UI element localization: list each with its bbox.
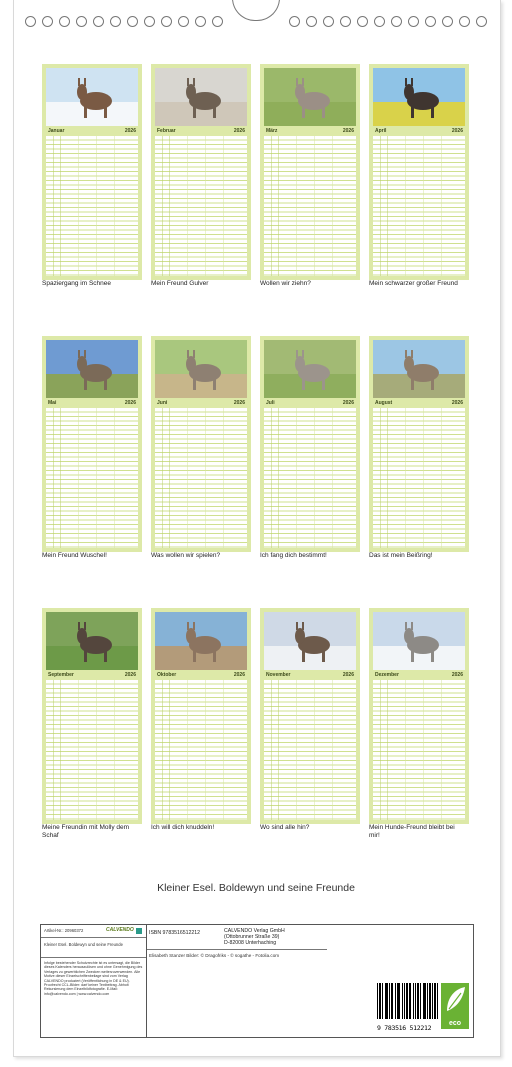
month-panel	[151, 336, 251, 552]
month-year: 2026	[451, 128, 463, 134]
month-name: Juni	[157, 400, 168, 406]
logo-mark-icon	[136, 928, 142, 934]
month-header	[46, 672, 138, 679]
month-year: 2026	[233, 400, 245, 406]
month-header	[373, 128, 465, 135]
donkey-photo-image	[46, 612, 138, 670]
month-caption: Mein Freund Gulver	[151, 280, 209, 287]
binding-hole	[323, 16, 334, 27]
month-year: 2026	[342, 128, 354, 134]
planner-grid	[373, 680, 465, 820]
address-line: CALVENDO Verlag GmbH	[224, 928, 285, 934]
month-panel	[369, 608, 469, 824]
binding-hole	[374, 16, 385, 27]
month-panel	[260, 608, 360, 824]
binding-hole	[42, 16, 53, 27]
isbn-text: ISBN 9783516512212	[149, 930, 201, 936]
donkey-photo-image	[155, 340, 247, 398]
binding-hole	[127, 16, 138, 27]
binding-hole	[408, 16, 419, 27]
month-caption: Mein schwarzer großer Freund	[369, 280, 458, 287]
planner-grid	[46, 136, 138, 276]
month-year: 2026	[233, 672, 245, 678]
planner-grid	[264, 680, 356, 820]
month-panel	[151, 64, 251, 280]
month-panel	[151, 608, 251, 824]
donkey-photo-image	[373, 68, 465, 126]
month-caption: Mein Freund Wuschel!	[42, 552, 107, 559]
month-photo	[264, 340, 356, 398]
binding-hole	[144, 16, 155, 27]
article-number: Artikel-Nr.: 20960372	[44, 928, 84, 933]
donkey-photo-image	[46, 340, 138, 398]
month-name: Mai	[48, 400, 57, 406]
planner-grid	[46, 408, 138, 548]
binding-hole	[161, 16, 172, 27]
month-header	[46, 400, 138, 407]
month-photo	[264, 612, 356, 670]
month-name: September	[48, 672, 74, 678]
barcode-bars	[377, 983, 439, 1019]
donkey-photo-image	[46, 68, 138, 126]
barcode-number: 9 783516 512212	[377, 1024, 432, 1032]
binding-hole	[425, 16, 436, 27]
binding-hole	[459, 16, 470, 27]
month-name: August	[375, 400, 393, 406]
binding-hole	[476, 16, 487, 27]
month-panel	[42, 608, 142, 824]
info-right-column	[327, 925, 473, 1037]
month-panel	[369, 336, 469, 552]
month-year: 2026	[342, 672, 354, 678]
donkey-photo-image	[264, 612, 356, 670]
binding-hole	[76, 16, 87, 27]
month-photo	[155, 612, 247, 670]
publisher-logo: CALVENDO	[106, 927, 134, 933]
month-header	[155, 400, 247, 407]
donkey-photo-image	[155, 68, 247, 126]
month-caption: Mein Hunde-Freund bleibt bei mir!	[369, 824, 455, 839]
month-name: Dezember	[375, 672, 399, 678]
planner-grid	[373, 408, 465, 548]
month-photo	[155, 68, 247, 126]
eco-badge	[441, 983, 469, 1029]
month-header	[155, 128, 247, 135]
planner-grid	[264, 408, 356, 548]
month-caption: Ich will dich knuddeln!	[151, 824, 215, 831]
month-header	[373, 672, 465, 679]
photo-credits: Elisabeth Stanzer Bilder: © Dragofriks - © sogathe - Fotolia.com	[149, 953, 280, 958]
eco-label: eco	[448, 1020, 462, 1027]
short-title: Kleiner Esel. Boldewyn und seine Freunde	[44, 942, 123, 947]
donkey-photo-image	[155, 612, 247, 670]
binding-hole	[93, 16, 104, 27]
binding-hole	[59, 16, 70, 27]
month-photo	[373, 612, 465, 670]
month-header	[264, 672, 356, 679]
month-year: 2026	[124, 672, 136, 678]
binding-hole	[357, 16, 368, 27]
month-header	[373, 400, 465, 407]
donkey-photo-image	[264, 68, 356, 126]
month-panel	[369, 64, 469, 280]
month-name: April	[375, 128, 387, 134]
month-name: Juli	[266, 400, 275, 406]
binding-hole	[289, 16, 300, 27]
binding-hole	[442, 16, 453, 27]
month-caption: Ich fang dich bestimmt!	[260, 552, 327, 559]
month-header	[264, 400, 356, 407]
donkey-photo-image	[264, 340, 356, 398]
info-panel	[40, 924, 474, 1038]
month-header	[46, 128, 138, 135]
month-photo	[46, 68, 138, 126]
binding-hole	[391, 16, 402, 27]
legal-text: Infolge bestehender Schutzrechte ist es untersagt, die Bilder dieses Kalenders herauszulösen und ohne Genehmigung des Verlages zu gewerblichen Zwecken weiterzuverwenden. Alle Motive dieser Einzelschriftenbeilage sind vom Verlag CALVENDO produziert (Veröffentlichung in DE & EU). Proofrecht CCL-Bilder: darf keiner Textbeitrag. Abholt Rekursierung dem Einzelbildfotografie. E-Mail: info@calvendo.com | www.calvendo.com	[44, 961, 143, 996]
address-line: (Ottobrunner Straße 39)	[224, 934, 280, 941]
calendar-title: Kleiner Esel. Boldewyn und seine Freunde	[157, 882, 355, 894]
binding-hole	[212, 16, 223, 27]
month-caption: Das ist mein Beißring!	[369, 552, 433, 559]
month-photo	[46, 340, 138, 398]
month-header	[264, 128, 356, 135]
month-name: März	[266, 128, 278, 134]
month-name: November	[266, 672, 291, 678]
month-year: 2026	[233, 128, 245, 134]
barcode	[377, 983, 439, 1032]
month-name: Januar	[48, 128, 65, 134]
planner-grid	[155, 136, 247, 276]
month-panel	[42, 64, 142, 280]
month-photo	[373, 68, 465, 126]
binding-hole	[25, 16, 36, 27]
month-year: 2026	[124, 128, 136, 134]
publisher-address	[224, 928, 285, 947]
binding-hole	[340, 16, 351, 27]
month-year: 2026	[124, 400, 136, 406]
info-left-column	[41, 925, 147, 1037]
binding-hole	[110, 16, 121, 27]
month-caption: Meine Freundin mit Molly dem Schaf	[42, 824, 130, 839]
binding-hole	[195, 16, 206, 27]
month-panel	[260, 64, 360, 280]
planner-grid	[373, 136, 465, 276]
donkey-photo-image	[373, 340, 465, 398]
month-year: 2026	[451, 400, 463, 406]
month-panel	[42, 336, 142, 552]
month-caption: Spaziergang im Schnee	[42, 280, 112, 287]
binding-hole	[178, 16, 189, 27]
address-line: D-82008 Unterhaching	[224, 940, 277, 947]
month-year: 2026	[342, 400, 354, 406]
month-caption: Wo sind alle hin?	[260, 824, 310, 831]
leaf-icon	[441, 983, 469, 1015]
month-name: Oktober	[157, 672, 177, 678]
month-panel	[260, 336, 360, 552]
planner-grid	[155, 408, 247, 548]
month-photo	[264, 68, 356, 126]
info-middle-column	[147, 925, 327, 1037]
month-photo	[155, 340, 247, 398]
planner-grid	[264, 136, 356, 276]
planner-grid	[46, 680, 138, 820]
month-header	[155, 672, 247, 679]
month-year: 2026	[451, 672, 463, 678]
donkey-photo-image	[373, 612, 465, 670]
month-name: Februar	[157, 128, 176, 134]
planner-grid	[155, 680, 247, 820]
month-photo	[46, 612, 138, 670]
binding-hole	[306, 16, 317, 27]
month-caption: Was wollen wir spielen?	[151, 552, 221, 559]
month-photo	[373, 340, 465, 398]
month-caption: Wollen wir ziehn?	[260, 280, 311, 287]
